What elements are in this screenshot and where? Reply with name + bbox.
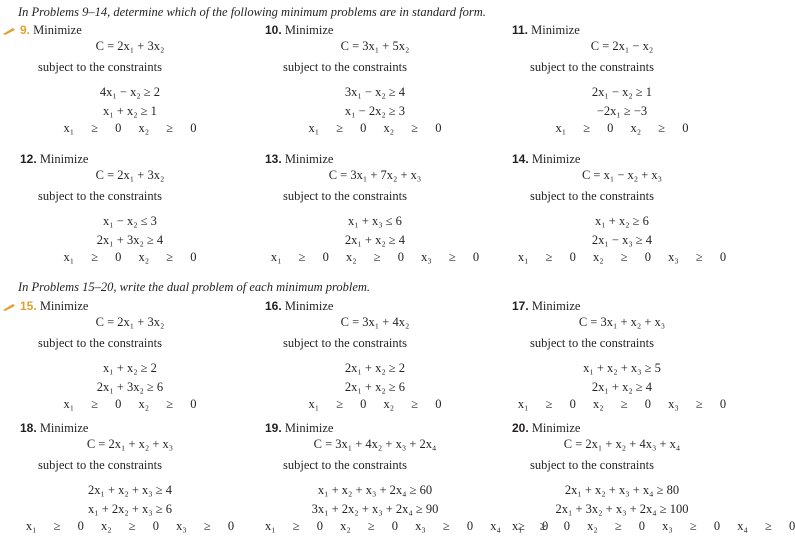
constraint: x₁ + x₂ ≥ 1	[103, 104, 157, 118]
constraint: 2x₁ + x₂ ≥ 6	[344, 380, 406, 394]
minimize-label: Minimize	[39, 421, 89, 435]
minimize-label: Minimize	[531, 152, 581, 166]
minimize-label: Minimize	[531, 421, 581, 435]
constraint: 2x₁ + 3x₂ + x₃ + 2x₄ ≥ 100	[555, 502, 689, 516]
subject-label: subject to the constraints	[283, 458, 407, 472]
constraints	[512, 359, 732, 397]
objective-function: C = 2x₁ + x₂ + 4x₃ + x₄	[563, 437, 681, 451]
objective-function: C = 2x₁ + 3x₂	[95, 168, 165, 182]
problem-number: 15.	[20, 299, 37, 313]
nonnegativity: x₁ ≥ 0 x₂ ≥ 0	[63, 397, 197, 411]
subject-label: subject to the constraints	[283, 189, 407, 203]
subject-label: subject to the constraints	[38, 60, 162, 74]
constraints	[20, 359, 240, 397]
subject-label: subject to the constraints	[530, 60, 654, 74]
constraint: 2x₁ + 3x₂ ≥ 6	[96, 380, 164, 394]
nonnegativity: x₁ ≥ 0 x₂ ≥ 0 x₃ ≥ 0	[25, 519, 235, 533]
intro-problems-9-14: In Problems 9–14, determine which of the following minimum problems are in standard form.	[18, 5, 486, 19]
constraints	[20, 83, 240, 121]
nonnegativity: x₁ ≥ 0 x₂ ≥ 0 x₃ ≥ 0	[517, 397, 727, 411]
problem-12	[20, 152, 260, 282]
constraint: 2x₁ + x₂ ≥ 2	[344, 361, 406, 375]
objective-function: C = 3x₁ + x₂ + x₃	[578, 315, 666, 329]
minimize-label: Minimize	[284, 299, 334, 313]
problem-number: 18.	[20, 421, 37, 435]
constraint: x₁ − 2x₂ ≥ 3	[344, 104, 406, 118]
minimize-label: Minimize	[33, 23, 82, 37]
objective-function: C = 3x₁ + 5x₂	[340, 39, 410, 53]
problem-15	[20, 299, 260, 429]
subject-label: subject to the constraints	[283, 336, 407, 350]
nonnegativity: x₁ ≥ 0 x₂ ≥ 0	[308, 397, 442, 411]
problem-17	[512, 299, 752, 429]
minimize-label: Minimize	[531, 299, 581, 313]
constraint: x₁ + x₂ ≥ 2	[103, 361, 157, 375]
problem-number: 11.	[512, 23, 529, 37]
nonnegativity: x₁ ≥ 0 x₂ ≥ 0 x₃ ≥ 0 x₄ ≥ 0	[512, 519, 795, 533]
constraints	[265, 481, 485, 519]
constraint: 2x₁ + x₂ ≥ 4	[591, 380, 653, 394]
nonnegativity: x₁ ≥ 0 x₂ ≥ 0 x₃ ≥ 0 x₄ ≥ 0	[265, 519, 549, 533]
constraint: 2x₁ − x₂ ≥ 1	[591, 85, 653, 99]
problem-14	[512, 152, 752, 282]
problem-number: 16.	[265, 299, 282, 313]
constraint: 3x₁ + 2x₂ + x₃ + 2x₄ ≥ 90	[311, 502, 439, 516]
pencil-icon	[2, 25, 16, 40]
problem-19	[265, 421, 549, 551]
objective-function: C = 3x₁ + 4x₂	[340, 315, 410, 329]
minimize-label: Minimize	[39, 152, 89, 166]
problem-number: 13.	[265, 152, 282, 166]
problem-number: 14.	[512, 152, 529, 166]
constraint: 2x₁ − x₃ ≥ 4	[591, 233, 653, 247]
objective-function: C = x₁ − x₂ + x₃	[581, 168, 663, 182]
problem-number: 19.	[265, 421, 282, 435]
subject-label: subject to the constraints	[38, 189, 162, 203]
nonnegativity: x₁ ≥ 0 x₂ ≥ 0	[308, 121, 442, 135]
constraint: 2x₁ + x₂ ≥ 4	[344, 233, 406, 247]
problem-16	[265, 299, 505, 429]
constraint: 3x₁ − x₂ ≥ 4	[344, 85, 406, 99]
objective-function: C = 2x₁ − x₂	[590, 39, 654, 53]
problem-number: 12.	[20, 152, 37, 166]
subject-label: subject to the constraints	[283, 60, 407, 74]
nonnegativity: x₁ ≥ 0 x₂ ≥ 0	[63, 121, 197, 135]
constraints	[512, 83, 732, 121]
nonnegativity: x₁ ≥ 0 x₂ ≥ 0	[63, 250, 197, 264]
minimize-label: Minimize	[284, 421, 334, 435]
subject-label: subject to the constraints	[530, 189, 654, 203]
problem-number: 17.	[512, 299, 529, 313]
subject-label: subject to the constraints	[530, 336, 654, 350]
subject-label: subject to the constraints	[530, 458, 654, 472]
minimize-label: Minimize	[39, 299, 89, 313]
subject-label: subject to the constraints	[38, 458, 162, 472]
subject-label: subject to the constraints	[38, 336, 162, 350]
objective-function: C = 3x₁ + 4x₂ + x₃ + 2x₄	[313, 437, 437, 451]
constraint: x₁ + x₂ ≥ 6	[595, 214, 649, 228]
constraint: −2x₁ ≥ −3	[596, 104, 648, 118]
objective-function: C = 2x₁ + 3x₂	[95, 315, 165, 329]
constraint: x₁ + x₂ + x₃ + 2x₄ ≥ 60	[317, 483, 433, 497]
nonnegativity: x₁ ≥ 0 x₂ ≥ 0	[555, 121, 689, 135]
pencil-icon	[2, 301, 16, 316]
constraints	[265, 212, 485, 250]
constraint: 4x₁ − x₂ ≥ 2	[99, 85, 161, 99]
problem-20	[512, 421, 795, 551]
minimize-label: Minimize	[531, 23, 580, 37]
nonnegativity: x₁ ≥ 0 x₂ ≥ 0 x₃ ≥ 0	[270, 250, 480, 264]
objective-function: C = 3x₁ + 7x₂ + x₃	[328, 168, 422, 182]
constraints	[265, 359, 485, 397]
objective-function: C = 2x₁ + x₂ + x₃	[86, 437, 174, 451]
constraint: x₁ − x₂ ≤ 3	[103, 214, 157, 228]
constraints	[512, 212, 732, 250]
constraint: x₁ + x₃ ≤ 6	[348, 214, 402, 228]
constraints	[20, 481, 240, 519]
problem-number: 9.	[20, 23, 31, 37]
problem-9	[20, 23, 260, 153]
problem-13	[265, 152, 505, 282]
minimize-label: Minimize	[284, 152, 334, 166]
constraint: 2x₁ + x₂ + x₃ ≥ 4	[87, 483, 173, 497]
intro-problems-15-20: In Problems 15–20, write the dual problem of each minimum problem.	[18, 280, 371, 294]
constraint: 2x₁ + 3x₂ ≥ 4	[96, 233, 164, 247]
constraints	[512, 481, 732, 519]
problem-10	[265, 23, 505, 153]
minimize-label: Minimize	[284, 23, 334, 37]
constraint: x₁ + x₂ + x₃ ≥ 5	[583, 361, 661, 375]
constraints	[20, 212, 240, 250]
constraints	[265, 83, 485, 121]
problem-number: 20.	[512, 421, 529, 435]
constraint: x₁ + 2x₂ + x₃ ≥ 6	[87, 502, 173, 516]
problem-18	[20, 421, 260, 551]
nonnegativity: x₁ ≥ 0 x₂ ≥ 0 x₃ ≥ 0	[517, 250, 727, 264]
problem-number: 10.	[265, 23, 282, 37]
objective-function: C = 2x₁ + 3x₂	[95, 39, 165, 53]
problem-11	[512, 23, 752, 153]
constraint: 2x₁ + x₂ + x₃ + x₄ ≥ 80	[564, 483, 680, 497]
